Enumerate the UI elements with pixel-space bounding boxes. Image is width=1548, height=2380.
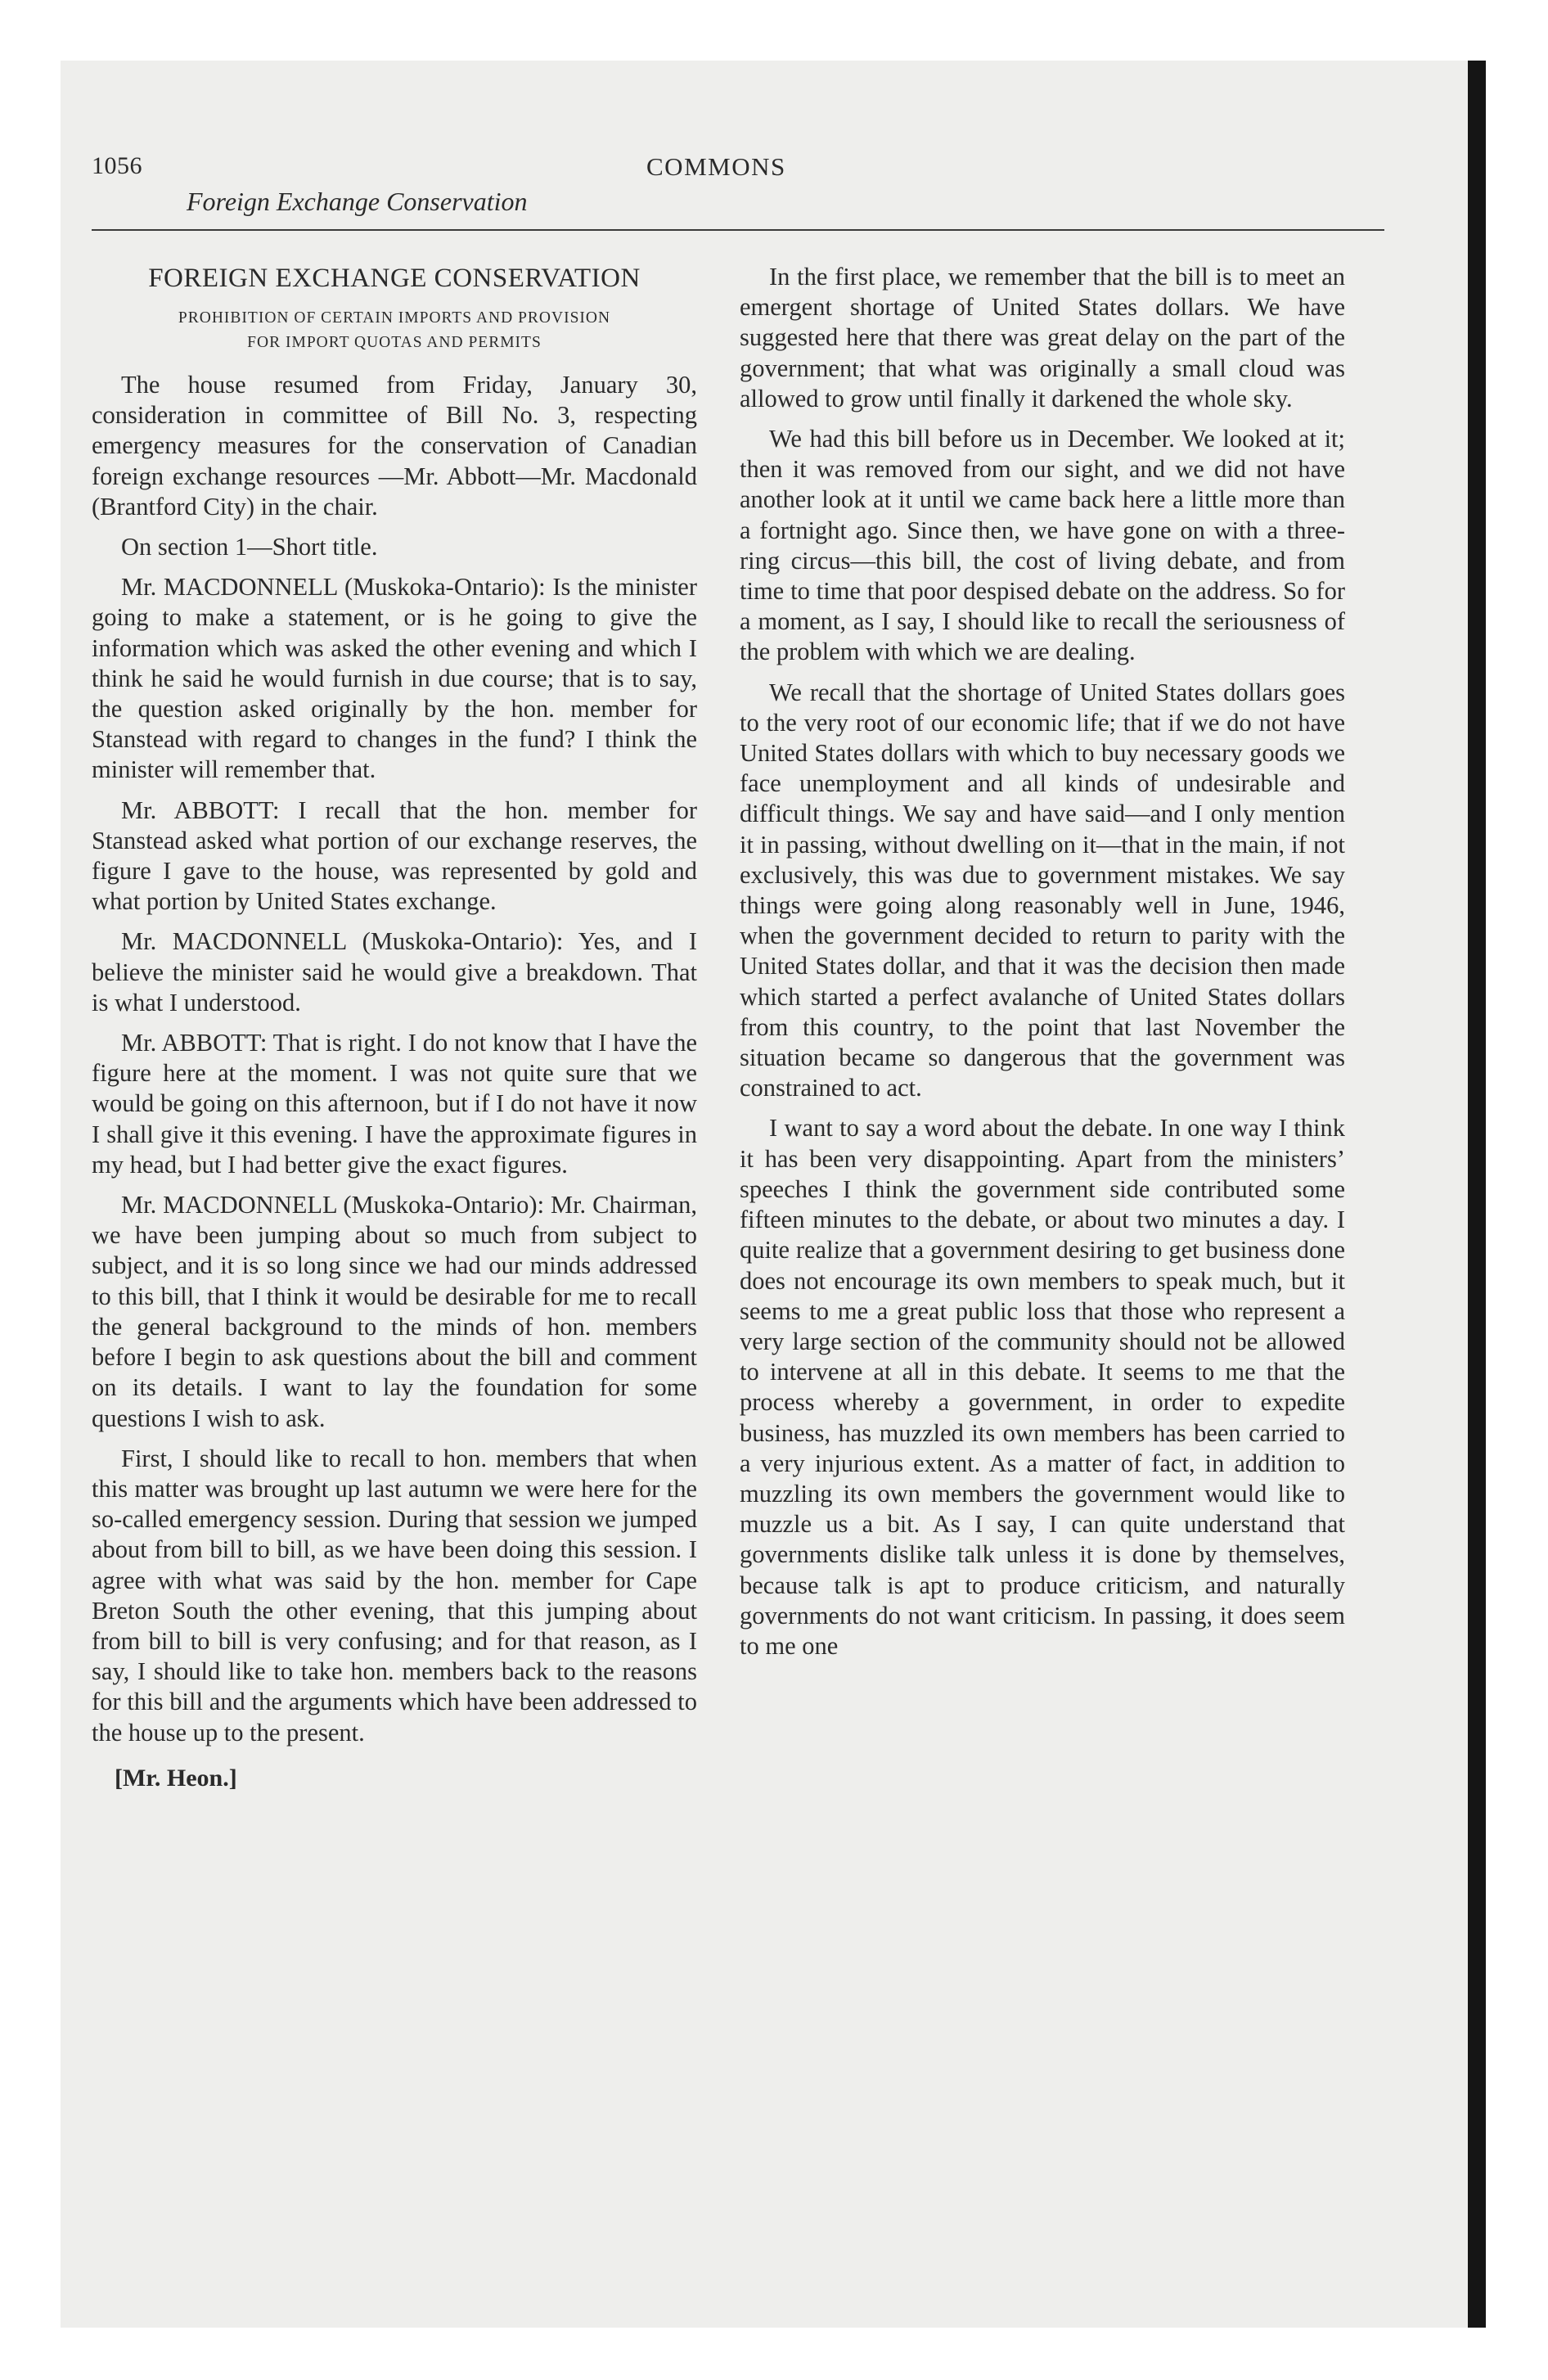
running-head: COMMONS xyxy=(646,152,786,181)
section-heading: Foreign Exchange Conservation xyxy=(187,187,528,216)
paragraph: In the first place, we remember that the bill is to meet an emergent shortage of United States dollars. We have suggested here that there was great delay on the part of the government; that what was originally a small cloud was allowed to grow until finally it darkened the whole sky. xyxy=(740,263,1345,412)
page-edge-shadow xyxy=(1468,61,1486,2328)
paragraph: Mr. ABBOTT: That is right. I do not know that I have the figure here at the moment. I was not quite sure that we would be going on this afternoon, but if I do not have it now I shall give it this evening. I have the approximate figures in my head, but I had better give the exact figures. xyxy=(92,1029,697,1179)
paragraph: Mr. MACDONNELL (Muskoka-Ontario): Is the minister going to make a statement, or is he going to give the information which was asked the other evening and which I think he said he would furnish in due course; that is to say, the question asked originally by the hon. member for Stanstead with regard to changes in the fund? I think the minister will remember that. xyxy=(92,573,697,784)
paragraph: The house resumed from Friday, January 30, consideration in committee of Bill No. 3, respecting emergency measures for the conservation of Canadian foreign exchange resources —Mr. Abbott—Mr. Macdonald (Brantford City) in the chair. xyxy=(92,371,697,521)
subtitle-line-2: FOR IMPORT QUOTAS AND PERMITS xyxy=(247,334,542,351)
subtitle-line-1: PROHIBITION OF CERTAIN IMPORTS AND PROVISION xyxy=(178,309,611,327)
header-rule xyxy=(92,229,1384,231)
paragraph: First, I should like to recall to hon. members that when this matter was brought up last autumn we were here for the so-called emergency session. During that session we jumped about from bill to bill, as we have been doing this session. I agree with what was said by the hon. member for Cape Breton South the other evening, that this jumping about from bill to bill is very confusing; and for that reason, as I say, I should like to take hon. members back to the reasons for this bill and the arguments which have been addressed to the house up to the present. xyxy=(92,1444,697,1747)
paragraph: Mr. ABBOTT: I recall that the hon. member for Stanstead asked what portion of our exchange reserves, the figure I gave to the house, was represented by gold and what portion by United States exchange. xyxy=(92,796,697,916)
paragraph: On section 1—Short title. xyxy=(121,533,378,561)
right-column xyxy=(740,262,1345,1671)
article-subtitle xyxy=(92,306,697,355)
page-number: 1056 xyxy=(92,152,142,179)
speaker-footer: [Mr. Heon.] xyxy=(115,1764,237,1792)
paragraph: I want to say a word about the debate. In one way I think it has been very disappointing. Apart from the ministers’ speeches I think the government side contributed some fifteen minutes to the debate, or about two minutes a day. I quite realize that a government desiring to get business done does not encourage its own members to speak much, but it seems to me a great public loss that those who represent a very large section of the community should not be allowed to intervene at all in this debate. It seems to me that the process whereby a government, in order to expedite business, has muzzled its own members has been carried to a very injurious extent. As a matter of fact, in addition to muzzling its own members the government would like to muzzle us a bit. As I say, I can quite understand that governments dislike talk unless it is done by themselves, because talk is apt to produce criticism, and naturally governments do not want criticism. In passing, it does seem to me one xyxy=(740,1114,1345,1660)
article-title: FOREIGN EXCHANGE CONSERVATION xyxy=(148,264,641,293)
paragraph: We had this bill before us in December. We looked at it; then it was removed from our sight, and we did not have another look at it until we came back here a little more than a fortnight ago. Since then, we have gone on with a three-ring circus—this bill, the cost of living debate, and from time to time that poor despised debate on the address. So for a moment, as I say, I should like to recall the seriousness of the problem with which we are dealing. xyxy=(740,425,1345,666)
paragraph: Mr. MACDONNELL (Muskoka-Ontario): Mr. Chairman, we have been jumping about so much from subject to subject, and it is so long since we had our minds addressed to this bill, that I think it would be desirable for me to recall the general background to the minds of hon. members before I begin to ask questions about the bill and comment on its details. I want to lay the foundation for some questions I wish to ask. xyxy=(92,1191,697,1432)
left-column xyxy=(92,262,697,1793)
paragraph: Mr. MACDONNELL (Muskoka-Ontario): Yes, and I believe the minister said he would give a breakdown. That is what I understood. xyxy=(92,927,697,1016)
paragraph: We recall that the shortage of United States dollars goes to the very root of our economic life; that if we do not have United States dollars with which to buy necessary goods we face unemployment and all kinds of undesirable and difficult things. We say and have said—and I only mention it in passing, without dwelling on it—that in the main, if not exclusively, this was due to government mistakes. We say things were going along reasonably well in June, 1946, when the government decided to return to parity with the United States dollar, and that it was the decision then made which started a perfect avalanche of United States dollars from this country, to the point that last November the situation became so dangerous that the government was constrained to act. xyxy=(740,678,1345,1102)
